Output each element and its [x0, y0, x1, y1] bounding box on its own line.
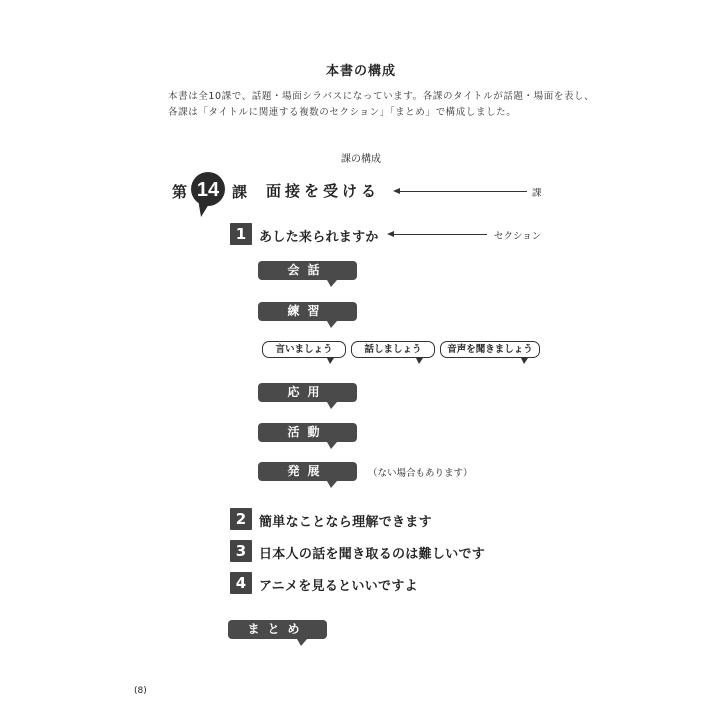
section-number-3: 3: [230, 540, 252, 562]
practice-tag-iimashou-tail: [327, 358, 334, 364]
tag-hatten: 発展: [258, 462, 357, 481]
section-number-4: 4: [230, 572, 252, 594]
section-arrow-line: [393, 234, 487, 235]
intro-line-2: 各課は「タイトルに関連する複数のセクション」「まとめ」で構成しました。: [168, 107, 517, 118]
tag-matome: まとめ: [228, 620, 327, 639]
page-number: (8): [134, 686, 147, 696]
page-title: 本書の構成: [325, 64, 396, 79]
section-title-2: 簡単なことなら理解できます: [259, 515, 432, 530]
tag-katsudo-tail: [327, 442, 337, 449]
practice-tag-onsei: 音声を聞きましょう: [440, 341, 540, 358]
practice-tag-iimashou: 言いましょう: [262, 341, 346, 358]
tag-oyo: 応用: [258, 383, 357, 402]
tag-renshu-tail: [327, 321, 337, 328]
section-annotation: セクション: [494, 231, 542, 242]
practice-tag-onsei-tail: [521, 358, 528, 364]
tag-renshu: 練習: [258, 302, 357, 321]
intro-line-1: 本書は全10課で、話題・場面シラバスになっています。各課のタイトルが話題・場面を表し、: [168, 91, 595, 102]
tag-kaiwa-tail: [327, 280, 337, 287]
tag-oyo-tail: [327, 402, 337, 409]
lesson-number-badge: [189, 169, 229, 221]
diagram-subhead: 課の構成: [341, 154, 381, 165]
tag-hatten-tail: [327, 481, 337, 488]
section-number-1: 1: [230, 223, 252, 245]
section-title-1: あした来られますか: [259, 230, 379, 245]
practice-tag-hanashimashou-tail: [416, 358, 423, 364]
lesson-suffix: 課: [232, 183, 248, 201]
hatten-note: （ない場合もあります）: [368, 468, 473, 479]
lesson-arrow-line: [399, 191, 527, 192]
section-title-3: 日本人の話を聞き取るのは難しいです: [259, 547, 486, 562]
tag-kaiwa: 会話: [258, 261, 357, 280]
lesson-number: 14: [196, 179, 220, 201]
lesson-title: 面接を受ける: [266, 182, 381, 200]
tag-katsudo: 活動: [258, 423, 357, 442]
tag-matome-tail: [297, 639, 307, 646]
section-number-2: 2: [230, 508, 252, 530]
section-title-4: アニメを見るといいですよ: [259, 579, 418, 594]
lesson-annotation: 課: [532, 188, 542, 199]
lesson-prefix: 第: [172, 183, 188, 201]
practice-tag-hanashimashou: 話しましょう: [351, 341, 435, 358]
